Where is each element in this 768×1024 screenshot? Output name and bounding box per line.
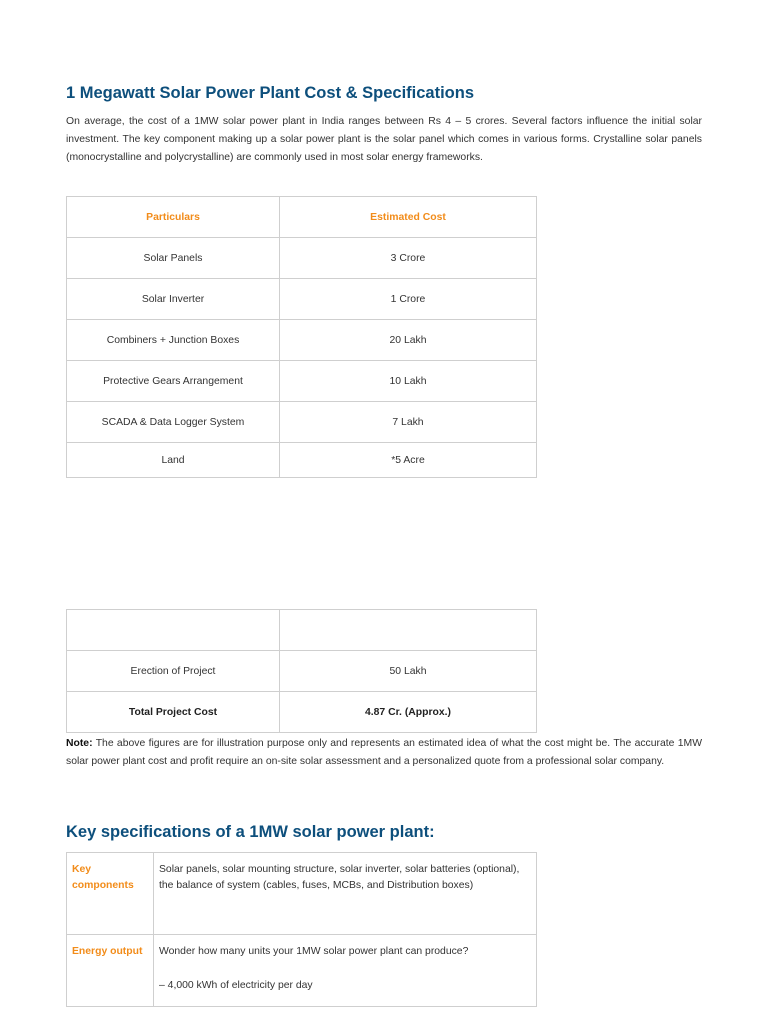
spec-value bbox=[154, 935, 537, 1007]
cost-cell: 50 Lakh bbox=[280, 651, 537, 692]
cost-cell: 10 Lakh bbox=[280, 361, 537, 402]
particular-cell bbox=[67, 610, 280, 651]
note-text: The above figures are for illustration purpose only and represents an estimated idea of what the cost might be. The accurate 1MW solar power plant cost and profit require an on-site solar assessment and a personalized quote from a professional solar company. bbox=[66, 738, 702, 767]
spec-value-line: – 4,000 kWh of electricity per day bbox=[159, 980, 313, 991]
table-row bbox=[67, 402, 537, 443]
table-row bbox=[67, 279, 537, 320]
spec-table bbox=[66, 852, 537, 1007]
table-row bbox=[67, 238, 537, 279]
section-heading: Key specifications of a 1MW solar power plant: bbox=[66, 823, 435, 841]
total-label: Total Project Cost bbox=[67, 692, 280, 733]
cost-cell: *5 Acre bbox=[280, 443, 537, 478]
particular-cell: SCADA & Data Logger System bbox=[67, 402, 280, 443]
cost-cell: 3 Crore bbox=[280, 238, 537, 279]
note-paragraph bbox=[66, 735, 702, 771]
intro-paragraph: On average, the cost of a 1MW solar power plant in India ranges between Rs 4 – 5 crores. Several factors influence the initial solar investment. The key component making up a solar power plant is the solar panel which comes in various forms. Crystalline solar panels (monocrystalline and polycrystalline) are commonly used in most solar energy frameworks. bbox=[66, 116, 702, 163]
total-value: 4.87 Cr. (Approx.) bbox=[280, 692, 537, 733]
cost-cell: 7 Lakh bbox=[280, 402, 537, 443]
table-header-row bbox=[67, 197, 537, 238]
column-header-estimated-cost: Estimated Cost bbox=[280, 197, 537, 238]
particular-cell: Erection of Project bbox=[67, 651, 280, 692]
spec-value-line: Wonder how many units your 1MW solar power plant can produce? bbox=[159, 946, 469, 957]
cost-cell bbox=[280, 610, 537, 651]
cost-table bbox=[66, 196, 537, 478]
table-row bbox=[67, 320, 537, 361]
column-header-particulars: Particulars bbox=[67, 197, 280, 238]
table-row bbox=[67, 361, 537, 402]
particular-cell: Land bbox=[67, 443, 280, 478]
table-row bbox=[67, 443, 537, 478]
note-label: Note: bbox=[66, 738, 93, 749]
spec-key: Key components bbox=[67, 853, 154, 935]
page-title: 1 Megawatt Solar Power Plant Cost & Specifications bbox=[66, 84, 475, 102]
table-row bbox=[67, 853, 537, 935]
particular-cell: Combiners + Junction Boxes bbox=[67, 320, 280, 361]
table-row bbox=[67, 651, 537, 692]
particular-cell: Protective Gears Arrangement bbox=[67, 361, 280, 402]
cost-cell: 1 Crore bbox=[280, 279, 537, 320]
cost-cell: 20 Lakh bbox=[280, 320, 537, 361]
particular-cell: Solar Inverter bbox=[67, 279, 280, 320]
particular-cell: Solar Panels bbox=[67, 238, 280, 279]
spec-value: Solar panels, solar mounting structure, solar inverter, solar batteries (optional), the balance of system (cables, fuses, MCBs, and Distribution boxes) bbox=[154, 853, 537, 935]
cost-table-continued bbox=[66, 609, 537, 733]
table-row bbox=[67, 935, 537, 1007]
spec-key: Energy output bbox=[67, 935, 154, 1007]
table-row bbox=[67, 610, 537, 651]
total-row bbox=[67, 692, 537, 733]
